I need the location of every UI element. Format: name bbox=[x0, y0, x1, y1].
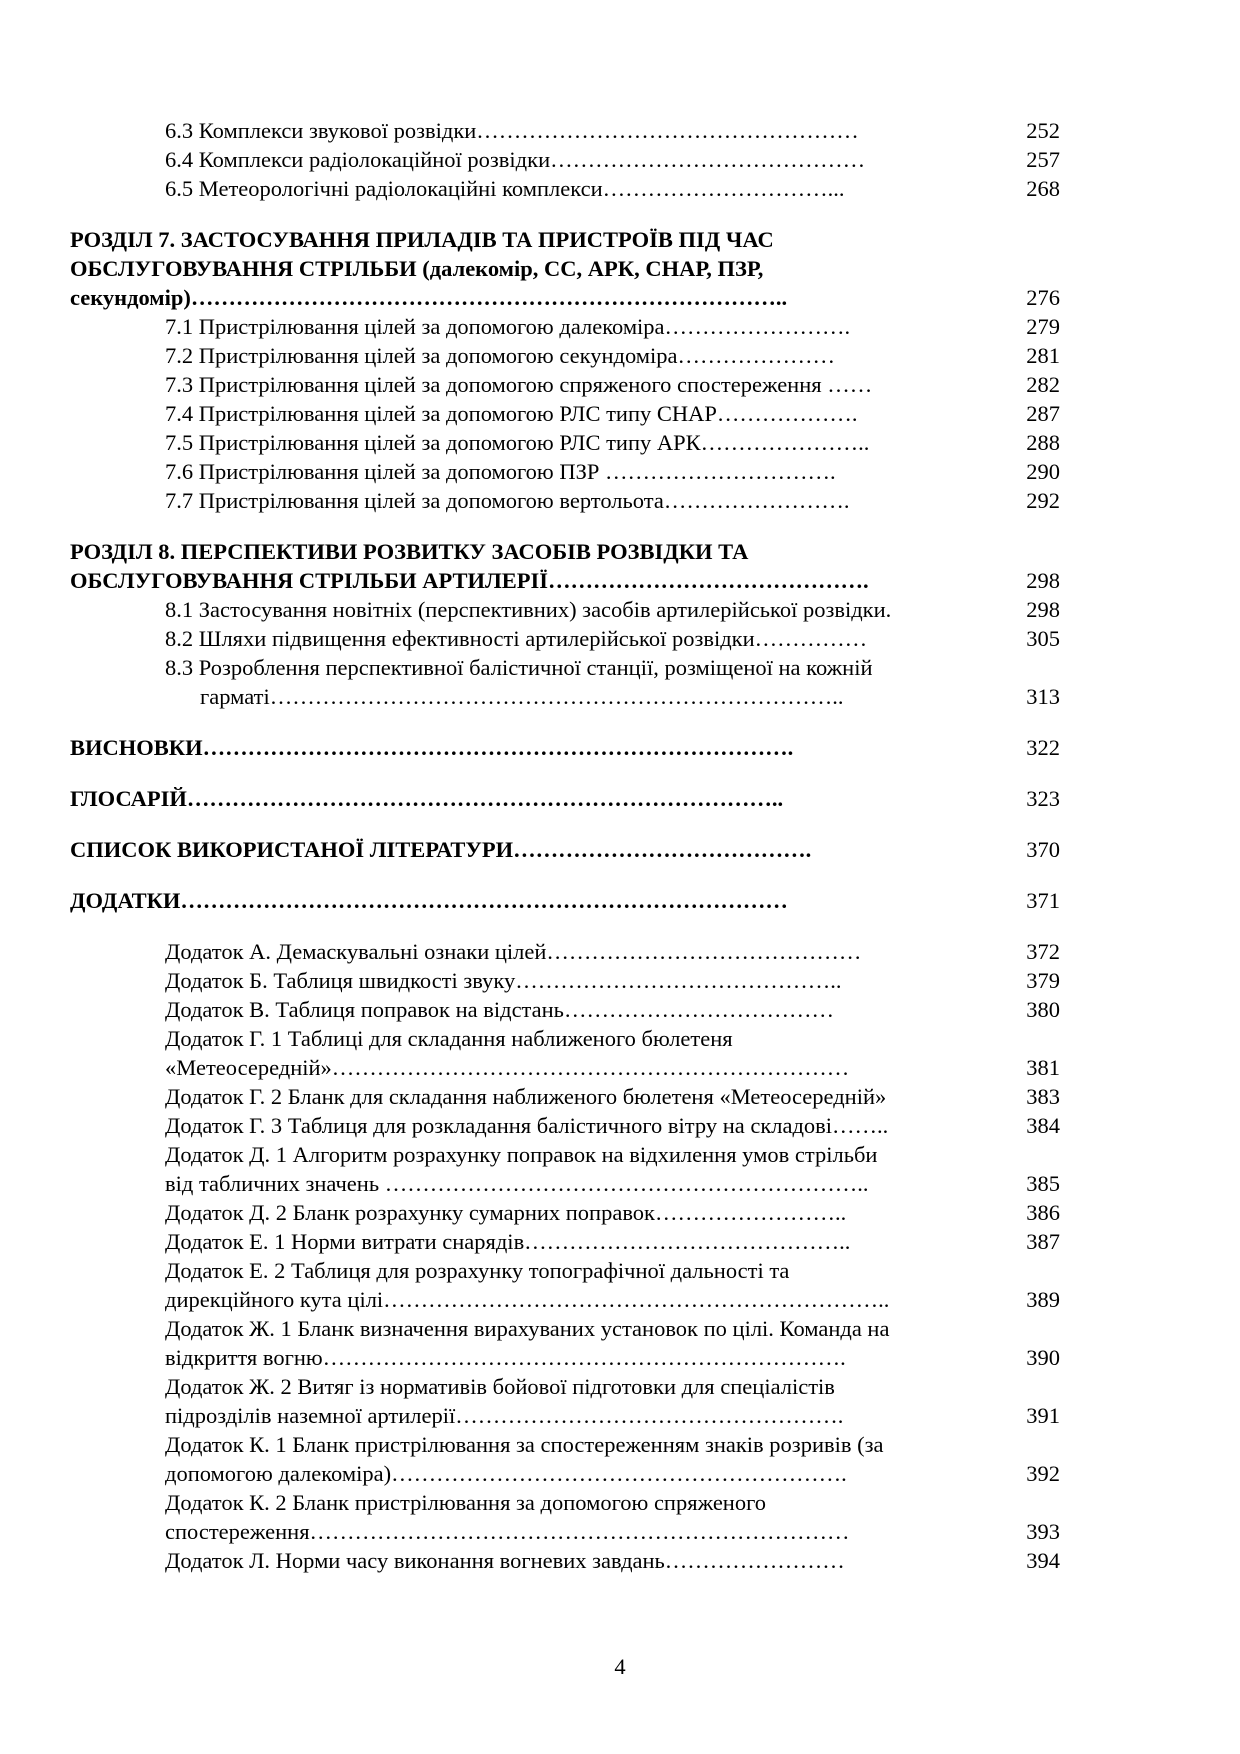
toc-entry-page: 394 bbox=[1026, 1548, 1060, 1573]
toc-entry-page: 288 bbox=[1026, 430, 1060, 455]
toc-entry-title: ОБСЛУГОВУВАННЯ СТРІЛЬБИ (далекомір, СС, АРК, СНАР, ПЗР, bbox=[70, 256, 764, 281]
toc-entry-7-5 bbox=[70, 428, 1060, 457]
toc-entry-title: ОБСЛУГОВУВАННЯ СТРІЛЬБИ АРТИЛЕРІЇ……………………………………. bbox=[70, 568, 869, 593]
toc-entry-8-1 bbox=[70, 595, 1060, 624]
toc-appendix-zh2 bbox=[70, 1372, 1060, 1401]
toc-appendix-d1 bbox=[70, 1140, 1060, 1169]
toc-entry-title: 6.4 Комплекси радіолокаційної розвідки…………………………………… bbox=[165, 147, 866, 172]
toc-entry-page: 323 bbox=[1026, 786, 1060, 811]
toc-entry-title: Додаток Б. Таблиця швидкості звуку…………………………………….. bbox=[165, 968, 842, 993]
toc-chapter-8 bbox=[70, 566, 1060, 595]
toc-entry-title: СПИСОК ВИКОРИСТАНОЇ ЛІТЕРАТУРИ…………………………………. bbox=[70, 837, 812, 862]
toc-entry-title: Додаток Д. 2 Бланк розрахунку сумарних поправок…………………….. bbox=[165, 1200, 847, 1225]
toc-entry-page: 383 bbox=[1026, 1084, 1060, 1109]
toc-entry-title: Додаток А. Демаскувальні ознаки цілей…………………………………… bbox=[165, 939, 862, 964]
toc-entry-title: дирекційного кута цілі………………………………………………………….. bbox=[165, 1287, 890, 1312]
toc-entry-title: 7.3 Пристрілювання цілей за допомогою спряженого спостереження …… bbox=[165, 372, 873, 397]
toc-entry-title: допомогою далекоміра)……………………………………………………. bbox=[165, 1461, 847, 1486]
toc-references bbox=[70, 835, 1060, 864]
toc-conclusions bbox=[70, 733, 1060, 762]
toc-appendix-g2 bbox=[70, 1082, 1060, 1111]
toc-entry-page: 386 bbox=[1026, 1200, 1060, 1225]
toc-appendix-l bbox=[70, 1546, 1060, 1575]
toc-entry-7-6 bbox=[70, 457, 1060, 486]
toc-entry-page: 371 bbox=[1026, 888, 1060, 913]
toc-entry-title: відкриття вогню……………………………………………………………. bbox=[165, 1345, 846, 1370]
toc-entry-title: 6.5 Метеорологічні радіолокаційні комплекси…………………………... bbox=[165, 176, 845, 201]
toc-entry-page: 393 bbox=[1026, 1519, 1060, 1544]
toc-appendix-a bbox=[70, 937, 1060, 966]
toc-entry-page: 392 bbox=[1026, 1461, 1060, 1486]
toc-entry-title: секундомір)…………………………………………………………………….. bbox=[70, 285, 788, 310]
toc-entry-page: 279 bbox=[1026, 314, 1060, 339]
toc-entry-title: Додаток Ж. 2 Витяг із нормативів бойової підготовки для спеціалістів bbox=[165, 1374, 835, 1399]
toc-entry-title: Додаток В. Таблиця поправок на відстань……………………………… bbox=[165, 997, 834, 1022]
toc-appendix-zh1 bbox=[70, 1314, 1060, 1343]
toc-entry-page: 385 bbox=[1026, 1171, 1060, 1196]
toc-entry-title: 7.2 Пристрілювання цілей за допомогою секундоміра………………… bbox=[165, 343, 836, 368]
toc-appendix-v bbox=[70, 995, 1060, 1024]
page-number: 4 bbox=[614, 1654, 626, 1679]
toc-entry-page: 381 bbox=[1026, 1055, 1060, 1080]
toc-appendix-b bbox=[70, 966, 1060, 995]
toc-entry-page: 281 bbox=[1026, 343, 1060, 368]
toc-entry-title: РОЗДІЛ 8. ПЕРСПЕКТИВИ РОЗВИТКУ ЗАСОБІВ РОЗВІДКИ ТА bbox=[70, 539, 749, 564]
toc-entry-page: 257 bbox=[1026, 147, 1060, 172]
toc-chapter-7 bbox=[70, 283, 1060, 312]
toc-entry-page: 252 bbox=[1026, 118, 1060, 143]
toc-glossary bbox=[70, 784, 1060, 813]
toc-entry-title: Додаток Д. 1 Алгоритм розрахунку поправок на відхилення умов стрільби bbox=[165, 1142, 878, 1167]
toc-entry-title: гарматі………………………………………………………………….. bbox=[200, 684, 844, 709]
toc-entry-page: 282 bbox=[1026, 372, 1060, 397]
toc-chapter-7-heading bbox=[70, 225, 1060, 254]
toc-entry-page: 391 bbox=[1026, 1403, 1060, 1428]
toc-entry-title: Додаток К. 1 Бланк пристрілювання за спостереженням знаків розривів (за bbox=[165, 1432, 884, 1457]
toc-entry-page: 292 bbox=[1026, 488, 1060, 513]
table-of-contents bbox=[70, 116, 1060, 1575]
toc-entry-page: 276 bbox=[1026, 285, 1060, 310]
toc-entry-title: від табличних значень ……………………………………………………….. bbox=[165, 1171, 869, 1196]
toc-entry-page: 379 bbox=[1026, 968, 1060, 993]
toc-entry-page: 322 bbox=[1026, 735, 1060, 760]
toc-entry-page: 380 bbox=[1026, 997, 1060, 1022]
toc-entry-page: 313 bbox=[1026, 684, 1060, 709]
toc-entry-title: ВИСНОВКИ……………………………………………………………………. bbox=[70, 735, 794, 760]
toc-entry-page: 287 bbox=[1026, 401, 1060, 426]
toc-entry-page: 298 bbox=[1026, 597, 1060, 622]
toc-entry-7-3 bbox=[70, 370, 1060, 399]
toc-entry-title: Додаток Е. 1 Норми витрати снарядів…………………………………….. bbox=[165, 1229, 851, 1254]
toc-chapter-7-heading-cont bbox=[70, 254, 1060, 283]
toc-entry-title: ДОДАТКИ……………………………………………………………………… bbox=[70, 888, 788, 913]
toc-entry-title: 8.2 Шляхи підвищення ефективності артилерійської розвідки…………… bbox=[165, 626, 868, 651]
toc-appendix-k1-cont bbox=[70, 1459, 1060, 1488]
toc-entry-title: 6.3 Комплекси звукової розвідки…………………………………………… bbox=[165, 118, 859, 143]
toc-entry-title: Додаток К. 2 Бланк пристрілювання за допомогою спряженого bbox=[165, 1490, 767, 1515]
toc-appendix-g1-cont bbox=[70, 1053, 1060, 1082]
toc-entry-title: Додаток Г. 3 Таблиця для розкладання балістичного вітру на складові…….. bbox=[165, 1113, 889, 1138]
toc-appendix-k1 bbox=[70, 1430, 1060, 1459]
toc-appendix-d1-cont bbox=[70, 1169, 1060, 1198]
toc-entry-title: ГЛОСАРІЙ…………………………………………………………………….. bbox=[70, 786, 784, 811]
toc-entry-page: 387 bbox=[1026, 1229, 1060, 1254]
toc-entry-7-2 bbox=[70, 341, 1060, 370]
toc-chapter-8-heading bbox=[70, 537, 1060, 566]
toc-entry-page: 290 bbox=[1026, 459, 1060, 484]
toc-entry-6-3 bbox=[70, 116, 1060, 145]
toc-entry-title: 7.7 Пристрілювання цілей за допомогою вертольота……………………. bbox=[165, 488, 850, 513]
toc-entry-title: Додаток Г. 1 Таблиці для складання наближеного бюлетеня bbox=[165, 1026, 733, 1051]
toc-entry-title: Додаток Е. 2 Таблиця для розрахунку топографічної дальності та bbox=[165, 1258, 790, 1283]
toc-entry-7-4 bbox=[70, 399, 1060, 428]
toc-appendix-e2 bbox=[70, 1256, 1060, 1285]
toc-appendix-d2 bbox=[70, 1198, 1060, 1227]
toc-appendix-zh2-cont bbox=[70, 1401, 1060, 1430]
toc-entry-title: Додаток Ж. 1 Бланк визначення вирахуваних установок по цілі. Команда на bbox=[165, 1316, 890, 1341]
toc-entry-6-4 bbox=[70, 145, 1060, 174]
toc-entry-title: «Метеосередній»…………………………………………………………… bbox=[165, 1055, 850, 1080]
toc-entry-page: 298 bbox=[1026, 568, 1060, 593]
toc-entry-title: 8.3 Розроблення перспективної балістичної станції, розміщеної на кожній bbox=[165, 655, 873, 680]
toc-entry-title: 7.6 Пристрілювання цілей за допомогою ПЗР …………………………. bbox=[165, 459, 836, 484]
toc-entry-page: 305 bbox=[1026, 626, 1060, 651]
toc-entry-8-2 bbox=[70, 624, 1060, 653]
toc-entry-6-5 bbox=[70, 174, 1060, 203]
toc-entry-title: Додаток Г. 2 Бланк для складання наближеного бюлетеня «Метеосередній» bbox=[165, 1084, 887, 1109]
toc-entry-title: РОЗДІЛ 7. ЗАСТОСУВАННЯ ПРИЛАДІВ ТА ПРИСТРОЇВ ПІД ЧАС bbox=[70, 227, 774, 252]
toc-entry-title: 7.4 Пристрілювання цілей за допомогою РЛС типу СНАР………………. bbox=[165, 401, 858, 426]
toc-entry-page: 384 bbox=[1026, 1113, 1060, 1138]
toc-entry-8-3 bbox=[70, 653, 1060, 682]
toc-appendix-g3 bbox=[70, 1111, 1060, 1140]
toc-entry-7-7 bbox=[70, 486, 1060, 515]
toc-entry-page: 372 bbox=[1026, 939, 1060, 964]
toc-appendix-k2 bbox=[70, 1488, 1060, 1517]
toc-entry-page: 389 bbox=[1026, 1287, 1060, 1312]
toc-appendices bbox=[70, 886, 1060, 915]
toc-entry-page: 370 bbox=[1026, 837, 1060, 862]
toc-entry-title: 7.1 Пристрілювання цілей за допомогою далекоміра……………………. bbox=[165, 314, 851, 339]
toc-entry-title: 8.1 Застосування новітніх (перспективних) засобів артилерійської розвідки. bbox=[165, 597, 892, 622]
toc-appendix-e1 bbox=[70, 1227, 1060, 1256]
toc-appendix-e2-cont bbox=[70, 1285, 1060, 1314]
toc-entry-title: 7.5 Пристрілювання цілей за допомогою РЛС типу АРК………………….. bbox=[165, 430, 870, 455]
toc-entry-7-1 bbox=[70, 312, 1060, 341]
toc-appendix-g1 bbox=[70, 1024, 1060, 1053]
toc-appendix-k2-cont bbox=[70, 1517, 1060, 1546]
toc-entry-page: 390 bbox=[1026, 1345, 1060, 1370]
toc-entry-page: 268 bbox=[1026, 176, 1060, 201]
toc-entry-title: Додаток Л. Норми часу виконання вогневих завдань…………………… bbox=[165, 1548, 845, 1573]
toc-entry-title: спостереження……………………………………………………………… bbox=[165, 1519, 850, 1544]
toc-entry-8-3-cont bbox=[70, 682, 1060, 711]
toc-appendix-zh1-cont bbox=[70, 1343, 1060, 1372]
toc-entry-title: підрозділів наземної артилерії……………………………………………. bbox=[165, 1403, 844, 1428]
